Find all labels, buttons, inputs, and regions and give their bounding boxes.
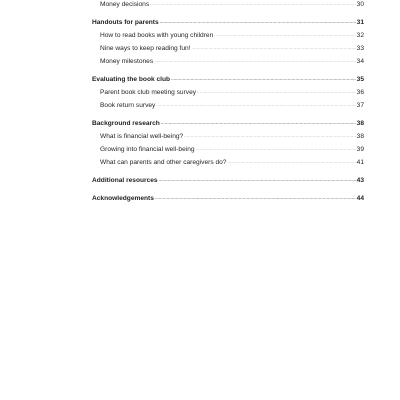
toc-entry-label: Book return survey [100,102,156,109]
toc-entry-what-can-parents-do[interactable] [92,158,364,171]
dot-leader [197,87,356,96]
toc-entry-money-decisions[interactable] [92,0,364,13]
dot-leader [150,0,356,8]
dot-leader [227,157,355,166]
toc-page-number: 33 [356,45,364,52]
dot-leader [155,193,356,202]
dot-leader [171,74,356,83]
toc-page-number: 36 [356,89,364,96]
toc-page-number: 39 [356,146,364,153]
toc-page-number: 43 [356,177,364,184]
table-of-contents [92,0,364,207]
toc-entry-label: Nine ways to keep reading fun! [100,45,191,52]
dot-leader [159,175,356,184]
toc-page-number: 38 [356,120,364,127]
toc-page-number: 44 [356,195,364,202]
dot-leader [196,144,356,153]
toc-page-number: 32 [356,32,364,39]
toc-entry-label: Money milestones [100,58,154,65]
toc-section-title: Handouts for parents [92,19,159,26]
toc-page-number: 35 [356,76,364,83]
toc-entry-money-milestones[interactable] [92,57,364,70]
toc-entry-book-return-survey[interactable] [92,101,364,114]
toc-page-number: 41 [356,159,364,166]
dot-leader [156,100,355,109]
dot-leader [161,118,356,127]
toc-entry-label: Money decisions [100,1,150,8]
toc-section-title: Additional resources [92,177,158,184]
toc-section-title: Evaluating the book club [92,76,171,83]
toc-page-number: 30 [356,1,364,8]
toc-section-acknowledgements[interactable] [92,194,364,207]
toc-entry-label: What can parents and other caregivers do? [100,159,227,166]
dot-leader [214,30,355,39]
dot-leader [184,131,355,140]
toc-page-number: 34 [356,58,364,65]
toc-entry-label: What is financial well-being? [100,133,184,140]
toc-entry-label: How to read books with young children [100,32,214,39]
dot-leader [160,17,356,26]
dot-leader [192,43,356,52]
toc-entry-label: Growing into financial well-being [100,146,195,153]
toc-section-title: Background research [92,120,160,127]
toc-page-number: 31 [356,19,364,26]
toc-entry-label: Parent book club meeting survey [100,89,197,96]
dot-leader [154,56,356,65]
toc-section-title: Acknowledgements [92,195,154,202]
toc-page-number: 38 [356,133,364,140]
toc-section-additional-resources[interactable] [92,176,364,189]
toc-page-number: 37 [356,102,364,109]
